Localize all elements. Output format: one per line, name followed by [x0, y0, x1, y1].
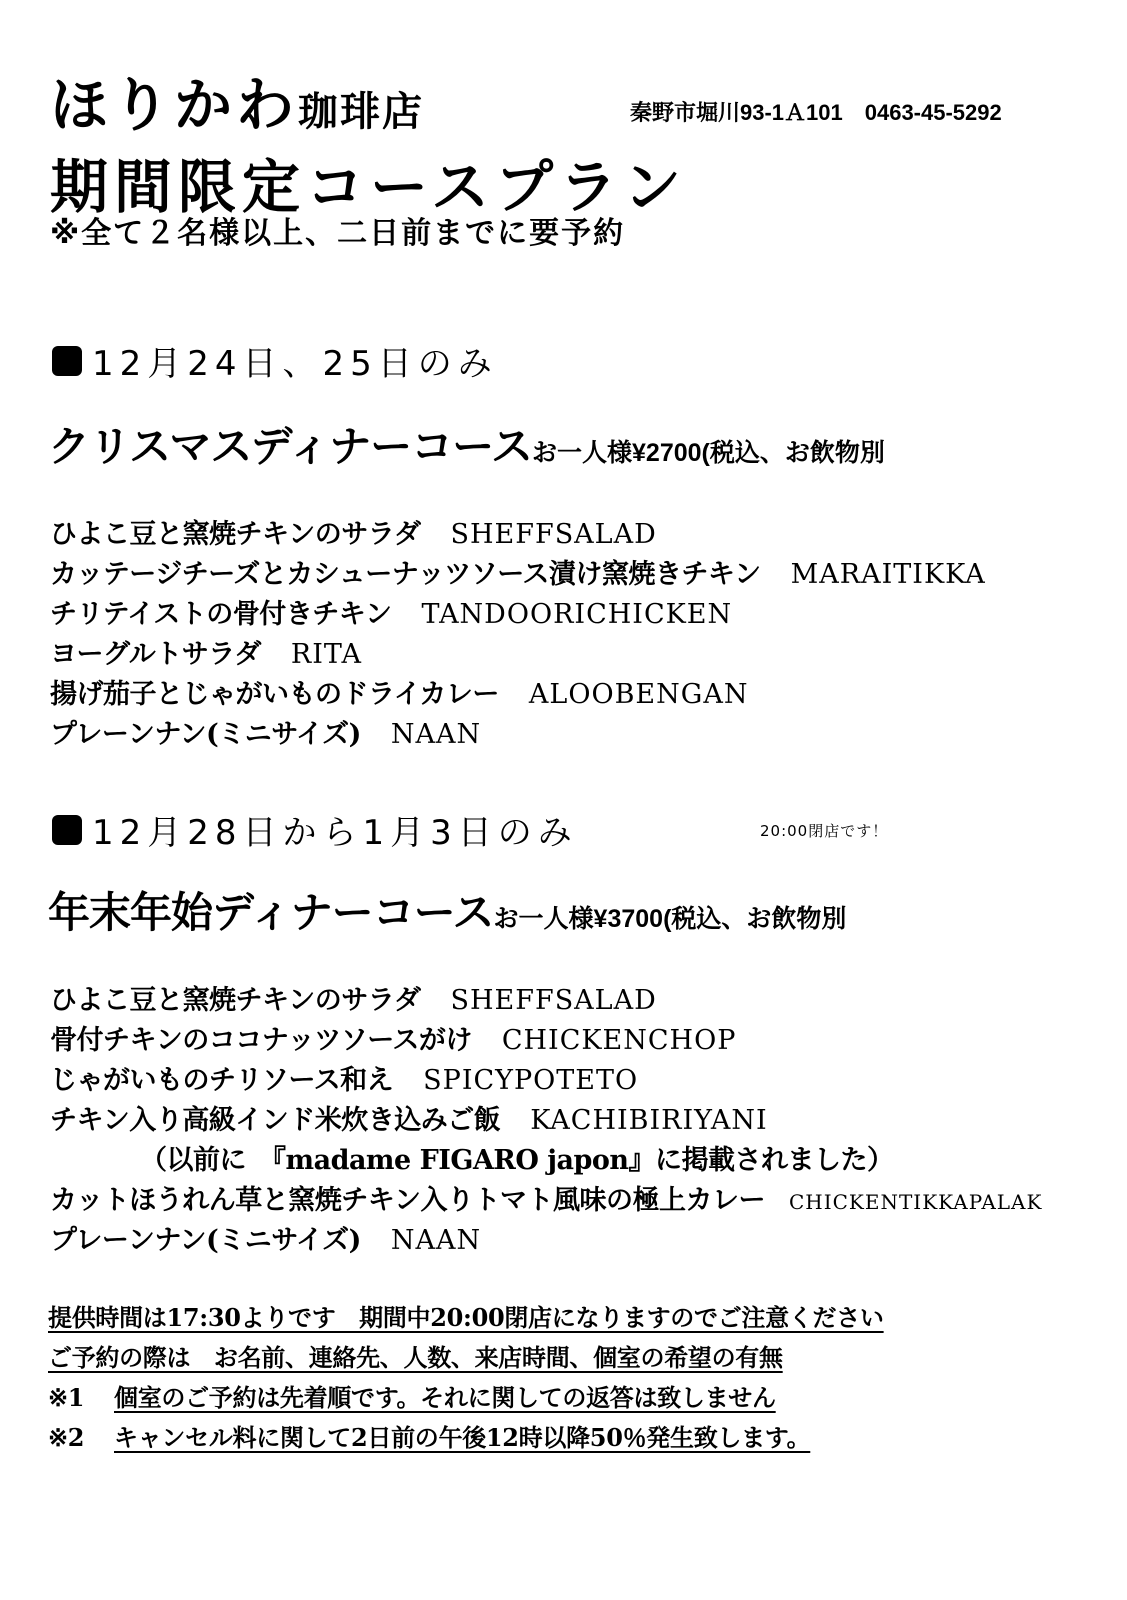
menu-item: ひよこ豆と窯焼チキンのサラダ SHEFFSALAD: [50, 985, 657, 1016]
note-reservation-info: ご予約の際は お名前、連絡先、人数、来店時間、個室の希望の有無: [48, 1343, 783, 1372]
menu-item: じゃがいものチリソース和え SPICYPOTETO: [50, 1065, 639, 1096]
menu-item: プレーンナン(ミニサイズ) NAAN: [50, 1225, 482, 1256]
note-private-room: ※1 個室のご予約は先着順です。それに関しての返答は致しません: [48, 1383, 776, 1412]
christmas-price: お一人様¥2700(税込、お飲物別: [532, 439, 885, 467]
reservation-note: ※全て２名様以上、二日前までに要予約: [50, 216, 626, 251]
shop-name: [50, 58, 424, 142]
menu-item: ひよこ豆と窯焼チキンのサラダ SHEFFSALAD: [50, 519, 657, 550]
bullet-square-icon: [52, 815, 82, 845]
menu-item: ヨーグルトサラダ RITA: [50, 639, 362, 670]
christmas-course-name: クリスマスディナーコース: [48, 423, 533, 470]
menu-item: チキン入り高級インド米炊き込みご飯 KACHIBIRIYANI: [50, 1105, 768, 1136]
shop-name-sub: 珈琲店: [298, 89, 425, 135]
note-service-time: 提供時間は17:30よりです 期間中20:00閉店になりますのでご注意ください: [48, 1303, 884, 1332]
note-cancellation: ※2 キャンセル料に関して2日前の午後12時以降50％発生致します。: [48, 1423, 811, 1452]
bullet-square-icon: [52, 346, 82, 376]
christmas-date-heading: [52, 336, 498, 385]
plan-title: 期間限定コースプラン: [50, 153, 688, 221]
menu-item: 揚げ茄子とじゃがいものドライカレー ALOOBENGAN: [50, 679, 749, 710]
menu-item: プレーンナン(ミニサイズ) NAAN: [50, 719, 482, 750]
shop-name-main: ほりかわ: [50, 71, 299, 139]
menu-item: カッテージチーズとカシューナッツソース漬け窯焼きチキン MARAITIKKA: [50, 559, 986, 590]
christmas-date-text: 12月24日、25日のみ: [92, 344, 498, 384]
address-phone: 秦野市堀川93-1Ａ101 0463-45-5292: [630, 100, 1002, 125]
newyear-course-title: [48, 880, 846, 940]
newyear-menu: [50, 978, 1042, 1258]
menu-item: カットほうれん草と窯焼チキン入りトマト風味の極上カレー CHICKENTIKKAPALAK: [50, 1185, 1043, 1216]
newyear-price: お一人様¥3700(税込、お飲物別: [493, 905, 847, 933]
newyear-date-heading: [52, 805, 578, 854]
notes: [48, 1298, 884, 1458]
menu-item-note: （以前に 『madame FIGARO japon』に掲載されました）: [140, 1145, 894, 1176]
christmas-menu: [50, 512, 986, 752]
newyear-date-text: 12月28日から1月3日のみ: [92, 813, 578, 853]
christmas-course-title: [48, 414, 885, 474]
menu-item: 骨付チキンのココナッツソースがけ CHICKENCHOP: [50, 1025, 737, 1056]
closing-time-note: 20:00閉店です！: [760, 822, 889, 840]
menu-item: チリテイストの骨付きチキン TANDOORICHICKEN: [50, 599, 733, 630]
newyear-course-name: 年末年始ディナーコース: [48, 889, 494, 936]
